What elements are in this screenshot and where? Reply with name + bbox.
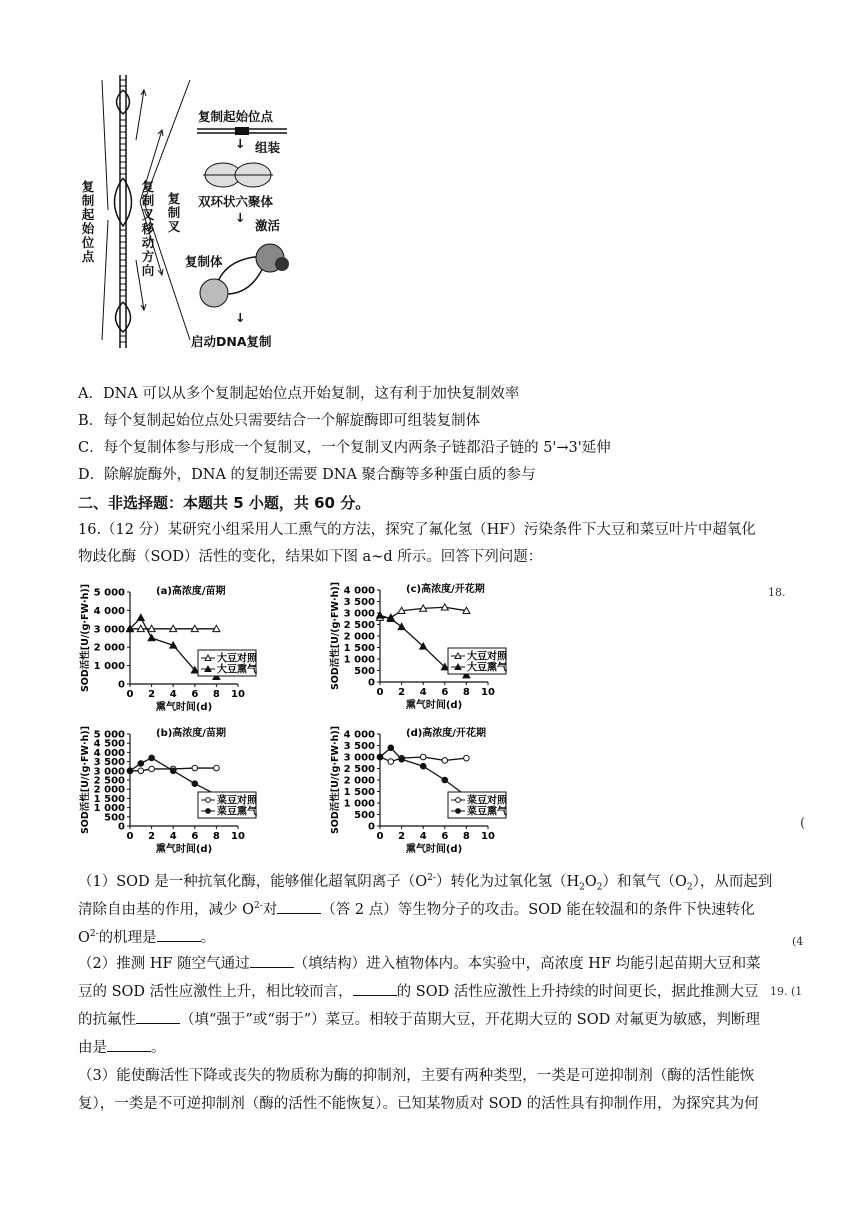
y-tick-label: 2 500 [93,775,125,787]
x-tick-label: 0 [376,831,384,842]
legend-entry: 菜豆熏气 [217,806,257,818]
answer-blank[interactable] [353,981,397,996]
option-d: D．除解旋酶外，DNA 的复制还需要 DNA 聚合酶等多种蛋白质的参与 [78,467,536,483]
x-tick-label: 8 [462,687,470,698]
answer-blank[interactable] [250,953,294,968]
q16-intro-1: 16.（12 分）某研究小组采用人工熏气的方法，探究了氟化氢（HF）污染条件下大豆和菜豆叶片中超氧化 [78,522,756,538]
data-point [137,614,144,620]
data-point [138,768,144,774]
arrow-down-icon: ↓ [235,310,246,325]
origin-label: 复制起始位点 [198,109,274,124]
x-tick-label: 10 [481,831,495,842]
legend-entry: 大豆对照 [217,653,257,665]
y-tick-label: 4 000 [93,605,125,617]
legend-marker [456,798,461,803]
data-point [149,766,155,772]
option-b: B．每个复制起始位点处只需要结合一个解旋酶即可组装复制体 [78,413,481,429]
q16-part2-line3: 的抗氟性 （填“强于”或“弱于”）菜豆。相较于苗期大豆，开花期大豆的 SOD 对氟更为敏感，判断理 [78,1009,760,1030]
q16-part1-line3: $O^{2-}$的机理是 。 [78,924,215,948]
chart-c-soybean-flowering [328,576,558,716]
y-tick-label: 0 [118,679,125,691]
data-point [420,763,426,769]
y-tick-label: 1 500 [343,787,375,798]
legend-marker [206,798,211,803]
hexamer-label: 双环状六聚体 [198,194,274,209]
x-tick-label: 4 [169,831,177,842]
y-tick-label: 1 000 [343,654,375,666]
x-tick-label: 10 [481,687,495,698]
y-tick-label: 4 000 [93,747,125,759]
x-tick-label: 6 [191,689,199,700]
legend-marker [206,809,211,814]
legend-marker [456,809,461,814]
x-axis-label: 熏气时间(d) [405,700,463,711]
section-title: 二、非选择题：本题共 5 小题，共 60 分。 [78,494,371,512]
x-tick-label: 10 [231,831,245,842]
x-tick-label: 8 [212,831,220,842]
y-axis-label: SOD活性[U/(g·FW·h)] [80,725,91,835]
hexamer-icon [203,160,273,190]
legend-entry: 菜豆对照 [467,795,507,807]
data-point [388,759,394,765]
y-tick-label: 3 500 [93,757,125,769]
q16-part2-line1: （2）推测 HF 随空气通过 （填结构）进入植物体内。本实验中，高浓度 HF 均能引起苗期大豆和菜 [78,953,761,974]
y-tick-label: 3 000 [93,766,125,778]
x-tick-label: 6 [441,687,449,698]
margin-note-18: 18. [768,586,786,599]
y-tick-label: 1 500 [343,643,375,654]
data-point [170,768,176,774]
assemble-step-label: 组装 [255,140,281,155]
x-tick-label: 2 [398,687,406,698]
data-point [420,754,426,760]
y-tick-label: 2 000 [93,784,125,796]
x-tick-label: 6 [191,831,199,842]
legend-entry: 菜豆熏气 [467,806,507,818]
q16-part1-line1: （1）SOD 是一种抗氧化酶，能够催化超氧阴离子$(O^{2-})$转化为过氧化氢$(H_2O_2)$和氧气$(O_2)$，从而起到 [78,873,773,893]
q16-part2-line2: 豆的 SOD 活性应激性上升，相比较而言， 的 SOD 活性应激性上升持续的时间更长，据此推测大豆 [78,981,758,1002]
panel-title: (c)高浓度/开花期 [406,584,485,595]
option-c: C．每个复制体参与形成一个复制叉，一个复制叉内两条子链都沿子链的 5'→3'延伸 [78,440,611,456]
panel-title: (b)高浓度/苗期 [156,728,226,739]
y-tick-label: 1 000 [93,803,125,815]
arrow-down-icon: ↓ [235,210,246,225]
data-point [442,777,448,783]
y-tick-label: 5 000 [93,729,125,741]
y-axis-label: SOD活性[U/(g·FW·h)] [80,583,91,693]
x-tick-label: 4 [169,689,177,700]
x-axis-label: 熏气时间(d) [155,702,213,713]
data-point [388,745,394,751]
margin-note-paren: ( [800,816,806,831]
y-tick-label: 500 [104,812,125,824]
margin-note-4: (4 [792,935,804,948]
data-point [127,768,133,774]
y-tick-label: 4 500 [93,738,125,750]
fork-direction-vertical-label: 复制叉移动方向 [141,179,155,278]
x-tick-label: 0 [376,687,384,698]
arrow-down-icon: ↓ [235,136,246,151]
x-tick-label: 0 [126,831,134,842]
data-point [377,754,383,760]
legend-entry: 大豆对照 [467,651,507,663]
y-tick-label: 3 500 [343,741,375,752]
chart-b-kidneybean-seedling [78,720,308,860]
answer-blank[interactable] [157,927,201,942]
answer-blank[interactable] [107,1037,151,1052]
data-point [214,765,220,771]
data-point [442,758,448,764]
x-tick-label: 2 [148,831,156,842]
x-tick-label: 2 [398,831,406,842]
y-tick-label: 0 [368,677,375,689]
y-tick-label: 1 000 [343,798,375,810]
dna-replication-diagram [75,70,305,350]
legend-entry: 大豆熏气 [217,664,257,676]
y-tick-label: 500 [354,810,375,821]
q16-part3-line1: （3）能使酶活性下降或丧失的物质称为酶的抑制剂，主要有两种类型，一类是可逆抑制剂（酶的活性能恢 [78,1068,755,1084]
legend-entry: 菜豆对照 [217,795,257,807]
answer-blank[interactable] [136,1009,180,1024]
data-point [149,755,155,761]
data-point [464,755,470,761]
y-tick-label: 0 [118,821,125,833]
data-point [138,761,144,767]
chart-d-kidneybean-flowering [328,720,558,860]
x-axis-label: 熏气时间(d) [405,844,463,855]
replisome-icon [190,238,300,318]
x-tick-label: 10 [231,689,245,700]
origin-dna-line [197,126,287,136]
data-point [148,635,155,641]
y-axis-label: SOD活性[U/(g·FW·h)] [330,725,341,835]
option-a: A．DNA 可以从多个复制起始位点开始复制，这有利于加快复制效率 [78,386,520,402]
q16-part2-line4: 由是 。 [78,1037,166,1058]
chart-a-soybean-seedling [78,578,308,718]
y-tick-label: 2 500 [343,620,375,631]
panel-title: (a)高浓度/苗期 [156,586,226,597]
q16-part3-line2: 复），一类是不可逆抑制剂（酶的活性不能恢复）。已知某物质对 SOD 的活性具有抑制作用，为探究其为何 [78,1096,759,1112]
y-tick-label: 4 000 [343,729,375,741]
y-tick-label: 4 000 [343,585,375,597]
y-tick-label: 3 000 [343,608,375,620]
y-tick-label: 0 [368,821,375,833]
q16-intro-2: 物歧化酶（SOD）活性的变化，结果如下图 a~d 所示。回答下列问题： [78,549,543,565]
x-tick-label: 4 [419,831,427,842]
data-point [192,765,198,771]
y-tick-label: 1 000 [93,661,125,673]
x-tick-label: 8 [462,831,470,842]
origin-vertical-label: 复制起始位点 [81,179,95,264]
x-tick-label: 4 [419,687,427,698]
fork-vertical-label: 复制叉 [167,191,181,234]
start-replication-label: 启动DNA复制 [191,334,272,349]
data-point [399,757,405,763]
y-tick-label: 500 [354,666,375,677]
replisome-label: 复制体 [185,254,223,269]
y-tick-label: 1 500 [93,793,125,805]
answer-blank[interactable] [277,899,321,914]
x-axis-label: 熏气时间(d) [155,844,213,855]
x-tick-label: 2 [148,689,156,700]
y-tick-label: 2 000 [93,642,125,654]
activate-step-label: 激活 [255,218,281,233]
y-tick-label: 2 000 [343,775,375,787]
margin-note-19: 19. (1 [770,985,803,998]
y-axis-label: SOD活性[U/(g·FW·h)] [330,581,341,691]
y-tick-label: 3 500 [343,597,375,608]
y-tick-label: 3 000 [343,752,375,764]
y-tick-label: 3 000 [93,624,125,636]
x-tick-label: 0 [126,689,134,700]
y-tick-label: 5 000 [93,587,125,599]
q16-part1-line2: 清除自由基的作用，减少 $O^{2-}$对 （答 2 点）等生物分子的攻击。SOD 能在较温和的条件下快速转化 [78,896,755,920]
data-point [192,781,198,787]
x-tick-label: 6 [441,831,449,842]
legend-entry: 大豆熏气 [467,662,507,674]
y-tick-label: 2 500 [343,764,375,775]
y-tick-label: 2 000 [343,631,375,643]
x-tick-label: 8 [212,689,220,700]
panel-title: (d)高浓度/开花期 [406,728,486,739]
